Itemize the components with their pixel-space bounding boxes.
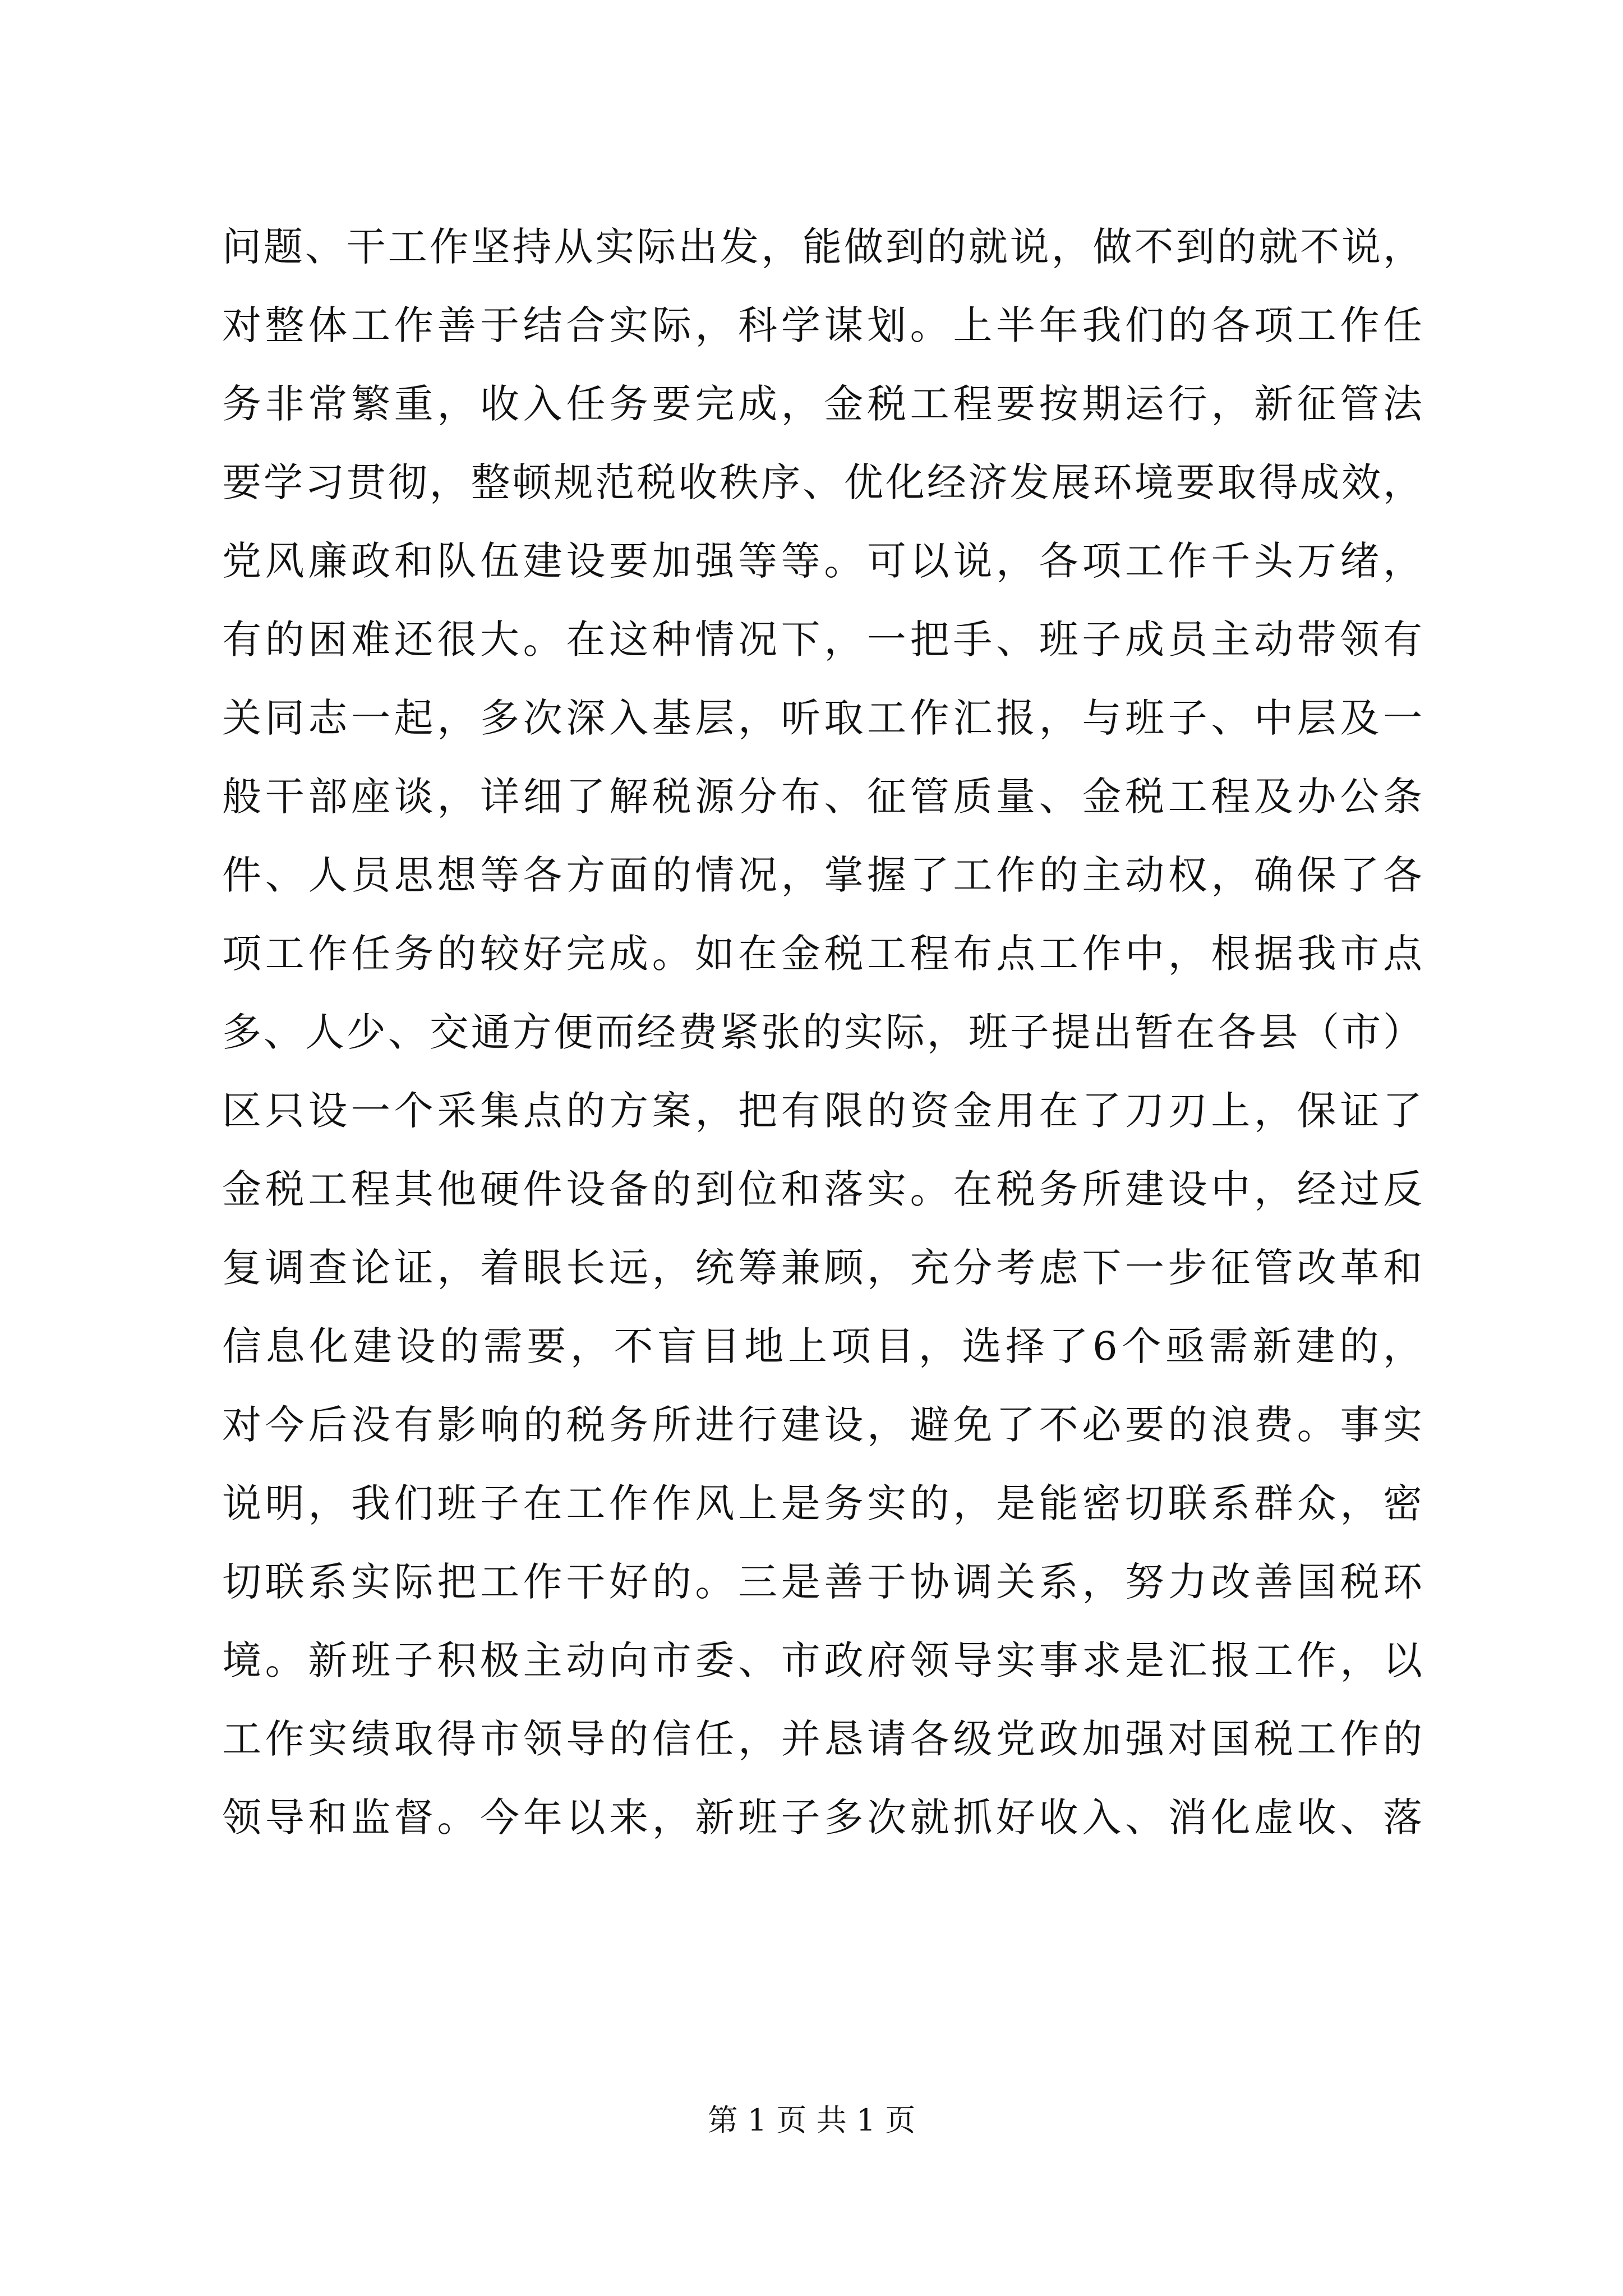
text-line: 说明，我们班子在工作作风上是务实的，是能密切联系群众，密 [222, 1480, 1422, 1526]
text-line: 金税工程其他硬件设备的到位和落实。在税务所建设中，经过反 [222, 1166, 1422, 1212]
text-line: 信息化建设的需要，不盲目地上项目，选择了6个亟需新建的， [222, 1323, 1422, 1369]
text-line: 关同志一起，多次深入基层，听取工作汇报，与班子、中层及一 [222, 695, 1422, 741]
text-line: 般干部座谈，详细了解税源分布、征管质量、金税工程及办公条 [222, 774, 1422, 820]
text-line: 切联系实际把工作干好的。三是善于协调关系，努力改善国税环 [222, 1559, 1422, 1605]
text-line: 对今后没有影响的税务所进行建设，避免了不必要的浪费。事实 [222, 1402, 1422, 1448]
text-line: 境。新班子积极主动向市委、市政府领导实事求是汇报工作，以 [222, 1637, 1422, 1683]
body-paragraph [222, 208, 1422, 1857]
text-line: 区只设一个采集点的方案，把有限的资金用在了刀刃上，保证了 [222, 1088, 1422, 1134]
text-line: 件、人员思想等各方面的情况，掌握了工作的主动权，确保了各 [222, 852, 1422, 898]
text-line: 党风廉政和队伍建设要加强等等。可以说，各项工作千头万绪， [222, 538, 1422, 584]
text-line: 要学习贯彻，整顿规范税收秩序、优化经济发展环境要取得成效， [222, 459, 1422, 505]
text-line: 复调查论证，着眼长远，统筹兼顾，充分考虑下一步征管改革和 [222, 1245, 1422, 1291]
text-line: 对整体工作善于结合实际，科学谋划。上半年我们的各项工作任 [222, 302, 1422, 348]
page-number-footer: 第 1 页 共 1 页 [707, 2102, 916, 2138]
text-line: 领导和监督。今年以来，新班子多次就抓好收入、消化虚收、落 [222, 1795, 1422, 1841]
text-line: 务非常繁重，收入任务要完成，金税工程要按期运行，新征管法 [222, 381, 1422, 427]
text-line: 有的困难还很大。在这种情况下，一把手、班子成员主动带领有 [222, 616, 1422, 662]
text-line: 项工作任务的较好完成。如在金税工程布点工作中，根据我市点 [222, 931, 1422, 977]
text-line: 多、人少、交通方便而经费紧张的实际，班子提出暂在各县（市） [222, 1009, 1422, 1055]
text-line: 问题、干工作坚持从实际出发，能做到的就说，做不到的就不说， [222, 224, 1422, 270]
text-line: 工作实绩取得市领导的信任，并恳请各级党政加强对国税工作的 [222, 1716, 1422, 1762]
